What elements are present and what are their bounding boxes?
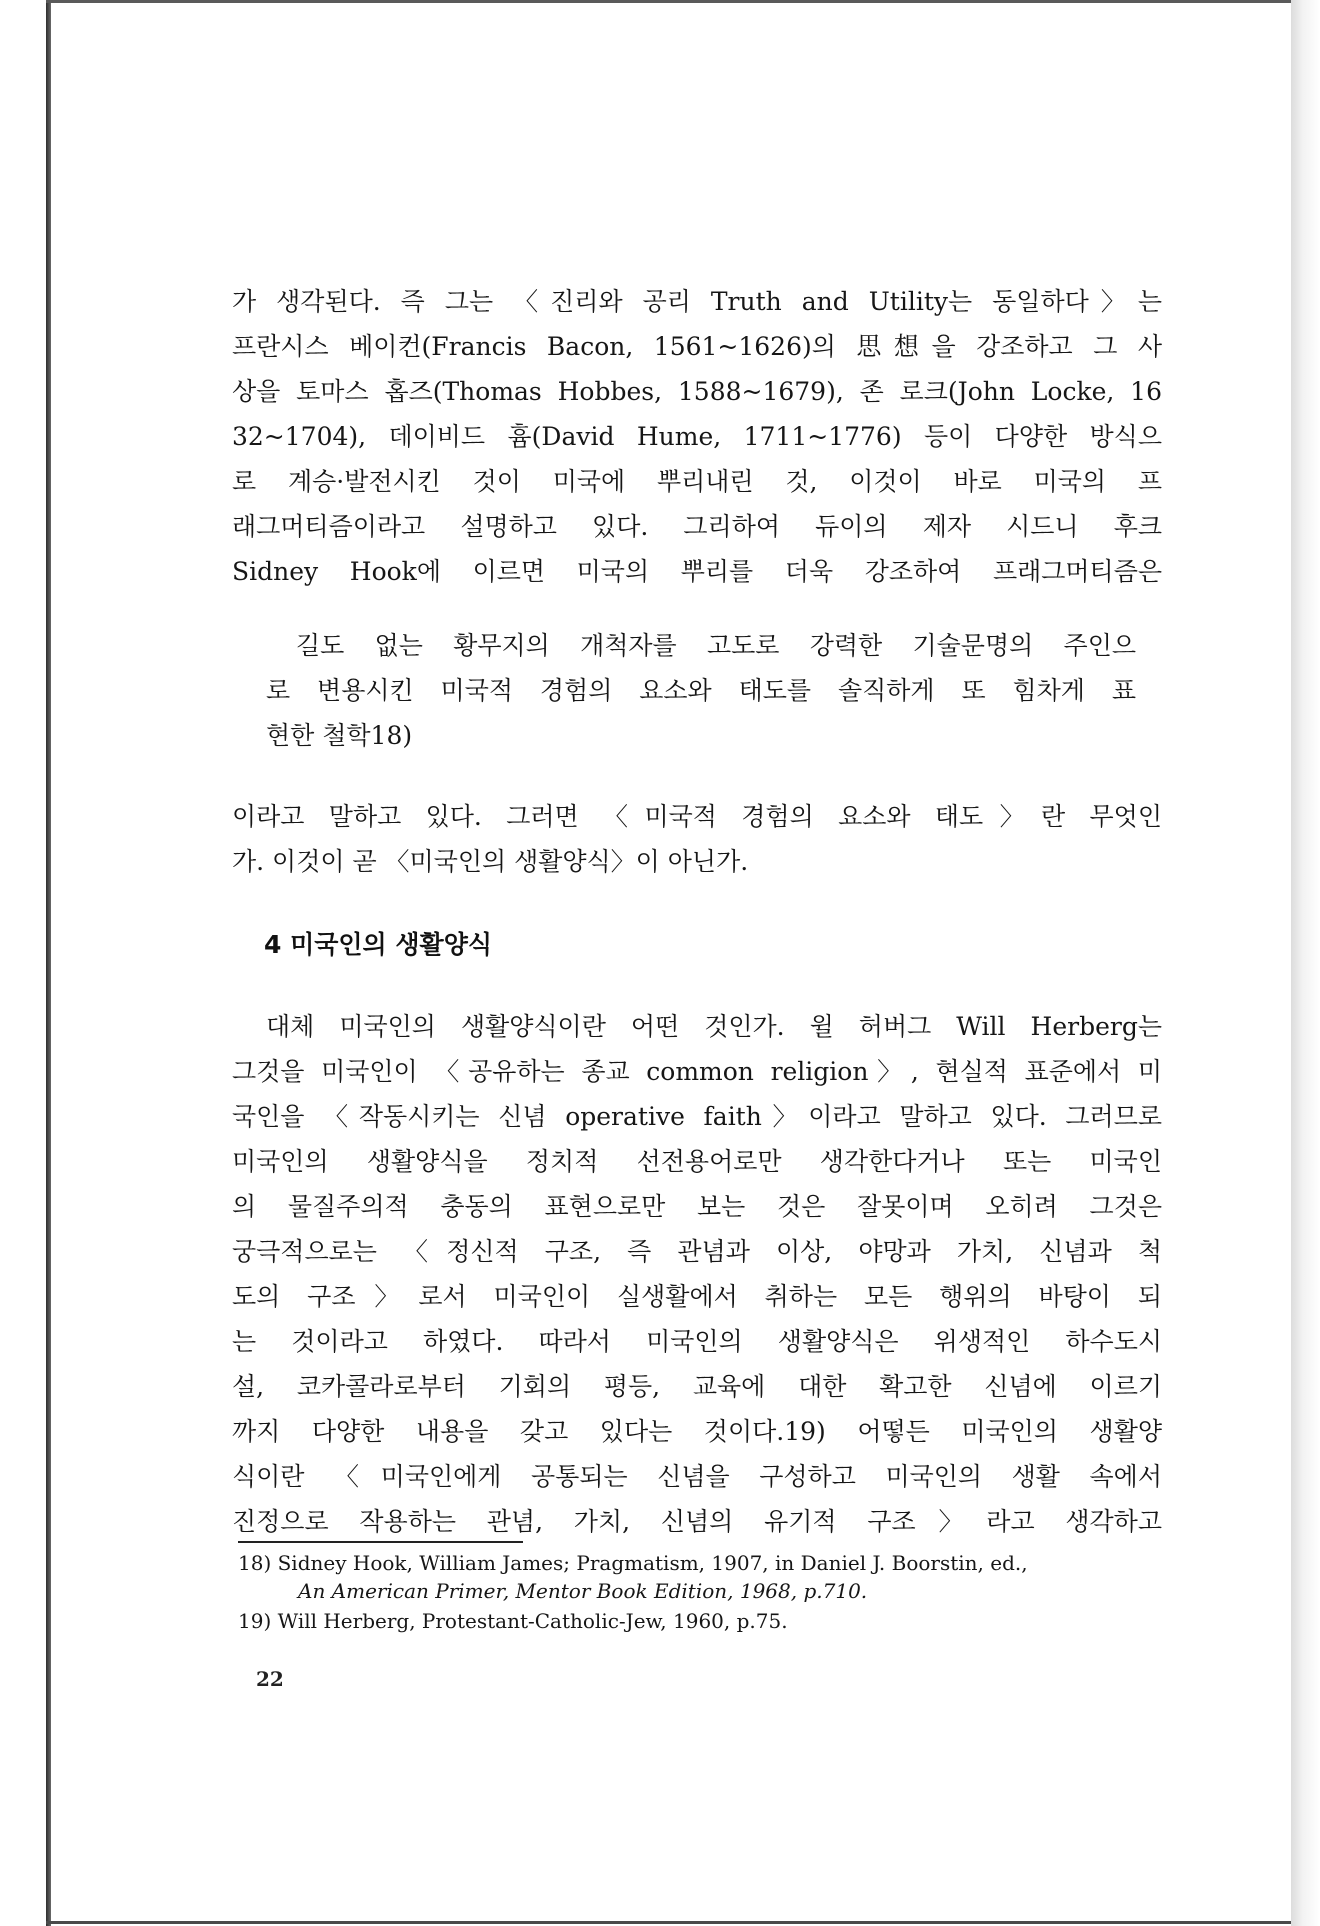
text-line: 궁극적으로는 〈정신적 구조, 즉 관념과 이상, 야망과 가치, 신념과 척 [232, 1237, 1162, 1266]
text-line: Sidney Hook에 이르면 미국의 뿌리를 더욱 강조하여 프래그머티즘은 [232, 557, 1162, 586]
text-line: 도의 구조〉로서 미국인이 실생활에서 취하는 모든 행위의 바탕이 되 [232, 1282, 1162, 1311]
text-line: 설, 코카콜라로부터 기회의 평등, 교육에 대한 확고한 신념에 이르기 [232, 1372, 1162, 1401]
quote-line: 로 변용시킨 미국적 경험의 요소와 태도를 솔직하게 또 힘차게 표 [266, 676, 1136, 705]
text-line: 식이란 〈미국인에게 공통되는 신념을 구성하고 미국인의 생활 속에서 [232, 1462, 1162, 1491]
text-line: 래그머티즘이라고 설명하고 있다. 그리하여 듀이의 제자 시드니 후크 [232, 512, 1162, 541]
text-line: 미국인의 생활양식을 정치적 선전용어로만 생각한다거나 또는 미국인 [232, 1147, 1162, 1176]
scan-border-top [46, 0, 1291, 3]
quote-line: 현한 철학18) [266, 721, 413, 750]
text-line: 가. 이것이 곧 〈미국인의 생활양식〉이 아닌가. [232, 847, 749, 876]
footnote-18-line-2: An American Primer, Mentor Book Edition, 1968, p.710. [298, 1579, 868, 1603]
text-line: 가 생각된다. 즉 그는 〈진리와 공리 Truth and Utility는 동일하다〉는 [232, 287, 1162, 316]
page-number: 22 [256, 1667, 284, 1691]
footnote-19: 19) Will Herberg, Protestant-Catholic-Jew, 1960, p.75. [238, 1609, 788, 1633]
section-heading: 4 미국인의 생활양식 [264, 930, 493, 959]
text-line: 상을 토마스 홉즈(Thomas Hobbes, 1588~1679), 존 로크(John Locke, 16 [232, 377, 1162, 406]
text-line: 그것을 미국인이 〈공유하는 종교 common religion〉, 현실적 표준에서 미 [232, 1057, 1162, 1086]
text-line: 이라고 말하고 있다. 그러면 〈미국적 경험의 요소와 태도〉란 무엇인 [232, 802, 1162, 831]
footnote-divider [238, 1541, 523, 1543]
text-line: 대체 미국인의 생활양식이란 어떤 것인가. 윌 허버그 Will Herberg는 [266, 1012, 1162, 1041]
text-line: 국인을 〈작동시키는 신념 operative faith〉이라고 말하고 있다. 그러므로 [232, 1102, 1162, 1131]
footnote-18-line-1: 18) Sidney Hook, William James; Pragmatism, 1907, in Daniel J. Boorstin, ed., [238, 1551, 1028, 1575]
text-line: 32~1704), 데이비드 흄(David Hume, 1711~1776) 등이 다양한 방식으 [232, 422, 1162, 451]
text-line: 까지 다양한 내용을 갖고 있다는 것이다.19) 어떻든 미국인의 생활양 [232, 1417, 1162, 1446]
quote-line: 길도 없는 황무지의 개척자를 고도로 강력한 기술문명의 주인으 [296, 631, 1136, 660]
text-line: 로 계승·발전시킨 것이 미국에 뿌리내린 것, 이것이 바로 미국의 프 [232, 467, 1162, 496]
scan-border-left [46, 0, 51, 1926]
text-line: 는 것이라고 하였다. 따라서 미국인의 생활양식은 위생적인 하수도시 [232, 1327, 1162, 1356]
scan-shadow-right [1291, 0, 1320, 1926]
scan-border-bottom [46, 1921, 1291, 1924]
text-line: 의 물질주의적 충동의 표현으로만 보는 것은 잘못이며 오히려 그것은 [232, 1192, 1162, 1221]
text-line: 진정으로 작용하는 관념, 가치, 신념의 유기적 구조〉라고 생각하고 [232, 1507, 1162, 1536]
text-line: 프란시스 베이컨(Francis Bacon, 1561~1626)의 思想을 강조하고 그 사 [232, 332, 1162, 361]
